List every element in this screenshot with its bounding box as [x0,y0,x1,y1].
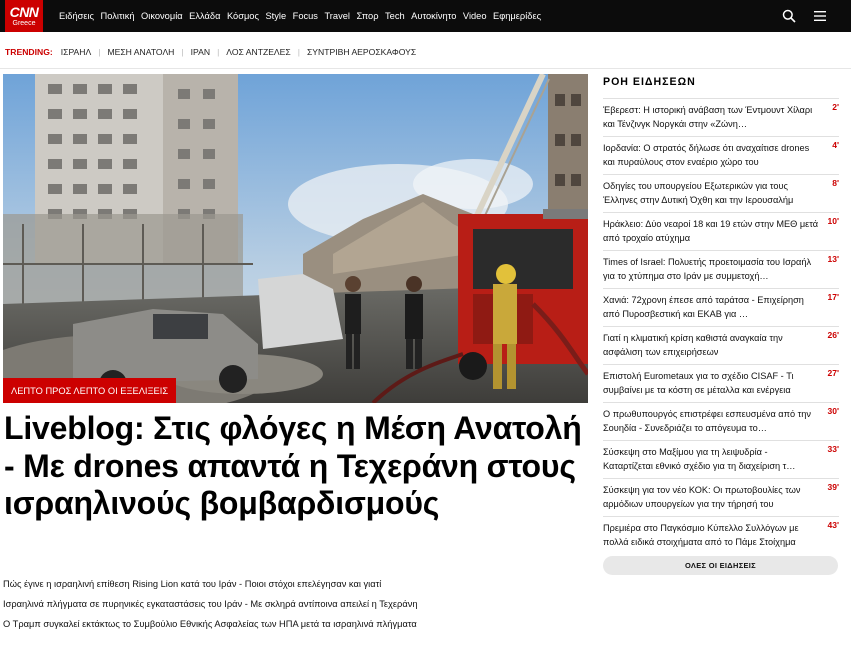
trending-item-los-angeles[interactable]: ΛΟΣ ΑΝΤΖΕΛΕΣ [226,47,291,57]
feed-item-time: 17' [827,292,839,302]
trending-label: TRENDING: [5,47,53,57]
feed-item[interactable] [603,402,839,440]
feed-item-text: Γιατί η κλιματική κρίση καθιστά αναγκαία την ασφάλιση των επιχειρήσεων [603,333,783,357]
feed-item[interactable] [603,364,839,402]
feed-item-text: Σύσκεψη στο Μαξίμου για τη λειψυδρία - Καταρτίζεται εθνικό σχέδιο για τη διαχείριση τ… [603,447,796,471]
feed-item-text: Έβερεστ: Η ιστορική ανάβαση των Έντμουντ Χίλαρι και Τένζινγκ Νοργκάι στην «Ζώνη… [603,105,813,129]
trending-separator: | [217,47,220,57]
feed-item[interactable] [603,288,839,326]
trending-separator: | [297,47,300,57]
news-feed-list [603,98,839,554]
feed-item-text: Χανιά: 72χρονη έπεσε από ταράτσα - Επιχείρηση από Πυροσβεστική και ΕΚΑΒ για … [603,295,804,319]
feed-item-time: 30' [827,406,839,416]
main-headline[interactable]: Liveblog: Στις φλόγες η Μέση Ανατολή - Με drones απαντά η Τεχεράνη στους ισραηλινούς βομβαρδισμούς [4,410,582,521]
feed-item-time: 26' [827,330,839,340]
feed-item-text: Ο πρωθυπουργός επιστρέφει εσπευσμένα από την Σουηδία - Συνεδριάζει το απόγευμα το… [603,409,811,433]
feed-item-time: 13' [827,254,839,264]
trending-item-israel[interactable]: ΙΣΡΑΗΛ [60,47,92,57]
nav-item-news[interactable]: Ειδήσεις [59,11,95,21]
related-links [3,577,588,637]
cnn-greece-logo[interactable] [5,0,43,32]
related-link[interactable]: Ισραηλινά πλήγματα σε πυρηνικές εγκαταστάσεις του Ιράν - Με σκληρά αντίποινα απειλεί η Τεχεράνη [3,599,418,609]
nav-item-economy[interactable]: Οικονομία [141,11,183,21]
feed-item-text: Οδηγίες του υπουργείου Εξωτερικών για τους Έλληνες στην Δυτική Όχθη και την Ιερουσαλήμ [603,181,794,205]
trending-separator: | [98,47,101,57]
nav-item-video[interactable]: Video [462,11,487,21]
logo-text: CNN [9,4,39,20]
feed-item[interactable] [603,478,839,516]
all-news-button[interactable]: ΟΛΕΣ ΟΙ ΕΙΔΗΣΕΙΣ [603,556,838,575]
hero-image[interactable] [3,74,588,403]
nav-item-tech[interactable]: Tech [385,11,405,21]
feed-item-time: 33' [827,444,839,454]
news-feed-title: ΡΟΗ ΕΙΔΗΣΕΩΝ [603,76,696,88]
nav-item-politics[interactable]: Πολιτική [100,11,135,21]
feed-item-text: Επιστολή Eurometaux για το σχέδιο CISAF - Τι συμβαίνει με τα κόστη σε μέταλλα και ενέργεια [603,371,794,395]
feed-item[interactable] [603,212,839,250]
trending-item-iran[interactable]: ΙΡΑΝ [190,47,211,57]
nav-item-focus[interactable]: Focus [292,11,318,21]
feed-item-time: 10' [827,216,839,226]
live-updates-badge[interactable]: ΛΕΠΤΟ ΠΡΟΣ ΛΕΠΤΟ ΟΙ ΕΞΕΛΙΞΕΙΣ [3,378,176,403]
nav-item-sport[interactable]: Σπορ [356,11,379,21]
trending-item-plane-crash[interactable]: ΣΥΝΤΡΙΒΗ ΑΕΡΟΣΚΑΦΟΥΣ [306,47,417,57]
trending-divider [0,68,851,69]
feed-item[interactable] [603,136,839,174]
feed-item[interactable] [603,250,839,288]
top-navigation-bar [0,0,851,32]
main-nav [59,0,548,32]
trending-bar [5,44,416,60]
feed-item-time: 39' [827,482,839,492]
feed-item[interactable] [603,326,839,364]
feed-item-text: Ιορδανία: Ο στρατός δήλωσε ότι αναχαίτισε drones και πυραύλους στον εναέριο χώρο του [603,143,810,167]
nav-item-style[interactable]: Style [265,11,287,21]
logo-subtitle: Greece [12,20,36,27]
feed-item[interactable] [603,174,839,212]
nav-item-newspapers[interactable]: Εφημερίδες [493,11,542,21]
nav-item-world[interactable]: Κόσμος [226,11,259,21]
feed-item-text: Πρεμιέρα στο Παγκόσμιο Κύπελλο Συλλόγων με πολλά ειδικά στοιχήματα από το Πάμε Στοίχημα [603,523,799,547]
feed-item[interactable] [603,98,839,136]
related-link[interactable]: Πώς έγινε η ισραηλινή επίθεση Rising Lion κατά του Ιράν - Ποιοι στόχοι επελέγησαν και γιατί [3,579,382,589]
trending-item-middle-east[interactable]: ΜΕΣΗ ΑΝΑΤΟΛΗ [107,47,175,57]
feed-item-time: 4' [832,140,839,150]
feed-item-text: Ηράκλειο: Δύο νεαροί 18 και 19 ετών στην ΜΕΘ μετά από τροχαίο ατύχημα [603,219,819,243]
feed-item[interactable] [603,516,839,554]
feed-item-time: 27' [827,368,839,378]
feed-item-time: 2' [832,102,839,112]
related-link[interactable]: Ο Τραμπ συγκαλεί εκτάκτως το Συμβούλιο Εθνικής Ασφαλείας των ΗΠΑ μετά τα ισραηλινά πλήγματα [3,619,417,629]
feed-item[interactable] [603,440,839,478]
search-icon[interactable] [779,6,799,26]
nav-item-auto[interactable]: Αυτοκίνητο [411,11,457,21]
feed-item-time: 8' [832,178,839,188]
feed-item-time: 43' [827,520,839,530]
trending-separator: | [181,47,184,57]
menu-icon[interactable] [810,6,830,26]
feed-item-text: Times of Israel: Πολυετής προετοιμασία του Ισραήλ για το χτύπημα στο Ιράν με συμμετοχή… [603,257,812,281]
nav-item-greece[interactable]: Ελλάδα [189,11,221,21]
nav-item-travel[interactable]: Travel [324,11,350,21]
feed-item-text: Σύσκεψη για τον νέο ΚΟΚ: Οι πρωτοβουλίες των αρμόδιων υπουργείων για την τήρησή του [603,485,801,509]
